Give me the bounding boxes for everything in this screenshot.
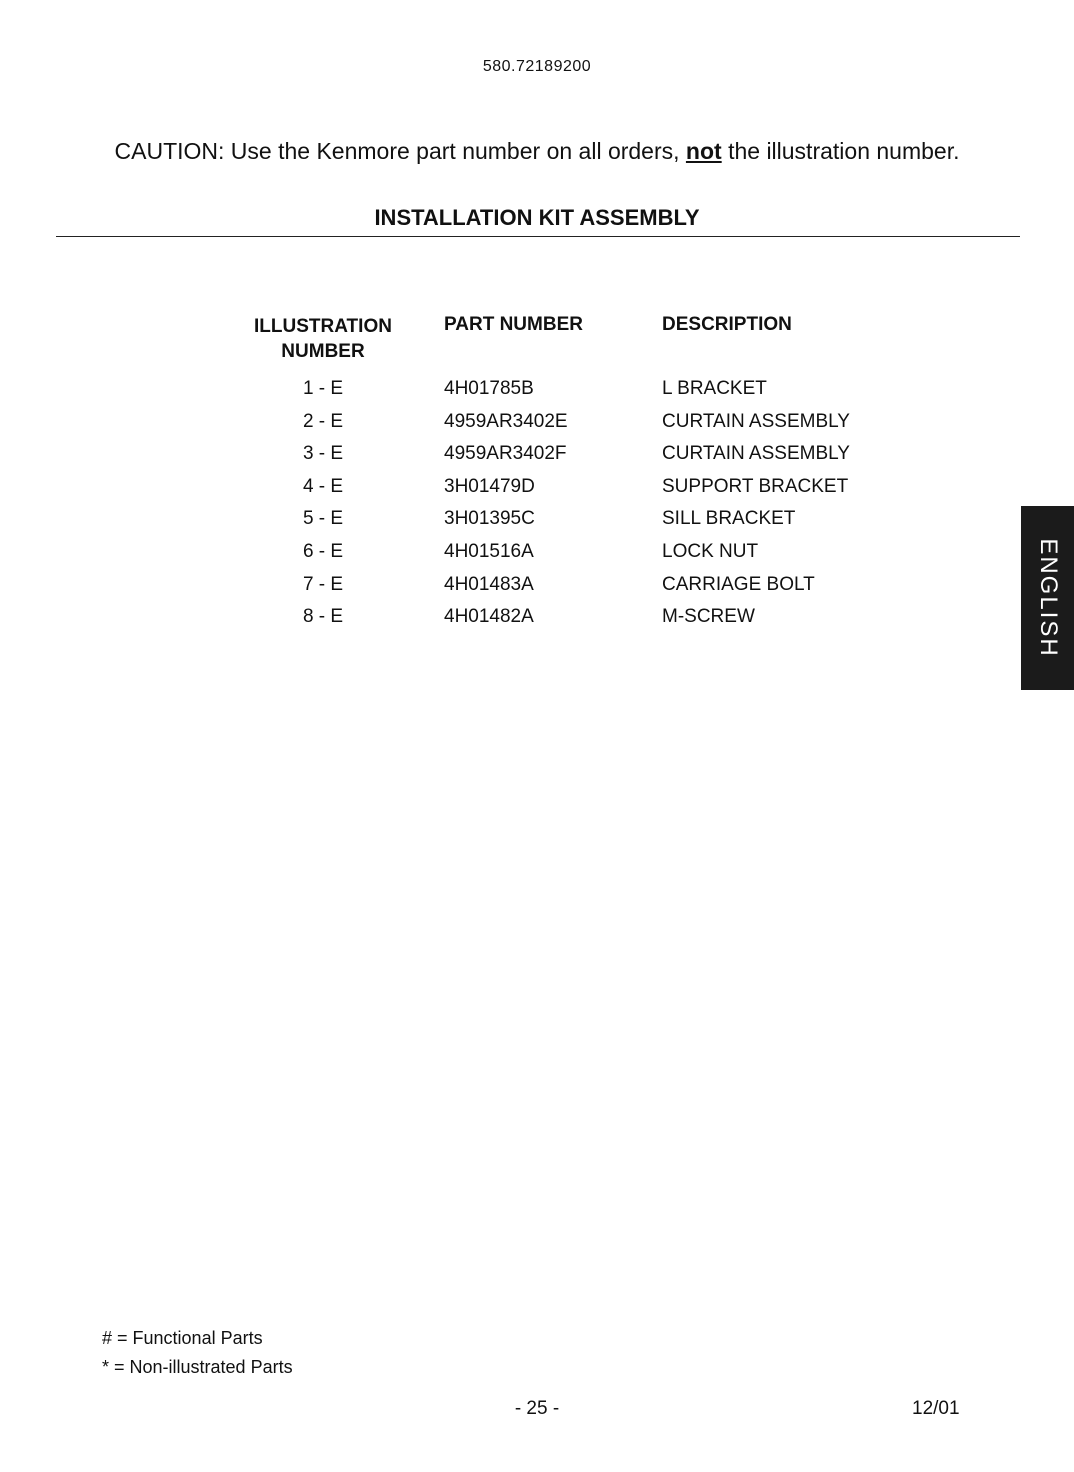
caution-prefix: CAUTION: Use the Kenmore part number on all orders, [114, 138, 686, 164]
section-title: INSTALLATION KIT ASSEMBLY [374, 205, 700, 230]
illustration-cell: 7 - E [302, 573, 344, 595]
part-number-cell: 4H01516A [444, 540, 534, 562]
table-row [0, 541, 1074, 574]
caution-emphasis: not [685, 138, 722, 164]
illustration-cell: 3 - E [302, 443, 344, 465]
title-divider [56, 236, 1020, 237]
illustration-cell: 5 - E [302, 508, 344, 530]
table-row [0, 378, 1074, 411]
column-header-description: DESCRIPTION [662, 314, 792, 335]
caution-suffix: the illustration number. [721, 138, 960, 164]
illustration-cell: 2 - E [302, 410, 344, 432]
table-row [0, 508, 1074, 541]
illustration-cell: 4 - E [302, 475, 344, 497]
table-row [0, 606, 1074, 639]
parts-table-body [0, 378, 1074, 639]
table-row [0, 443, 1074, 476]
table-row [0, 476, 1074, 509]
part-number-cell: 4959AR3402E [444, 410, 568, 432]
page-number: - 25 - [514, 1398, 560, 1419]
illustration-cell: 6 - E [302, 540, 344, 562]
part-number-cell: 4H01483A [444, 573, 534, 595]
legend-functional: # = Functional Parts [102, 1328, 263, 1348]
description-cell: M-SCREW [662, 606, 755, 628]
part-number-cell: 3H01395C [444, 508, 535, 530]
revision-date: 12/01 [912, 1398, 960, 1419]
model-number: 580.72189200 [482, 58, 592, 75]
column-header-illustration: ILLUSTRATION NUMBER [254, 316, 392, 362]
part-number-cell: 4H01482A [444, 606, 534, 628]
illustration-cell: 8 - E [302, 606, 344, 628]
illustration-cell: 1 - E [302, 378, 344, 399]
table-row [0, 411, 1074, 444]
description-cell: SILL BRACKET [662, 508, 796, 530]
description-cell: SUPPORT BRACKET [662, 475, 849, 497]
part-number-cell: 3H01479D [444, 475, 535, 497]
language-tab-label: ENGLISH [1034, 538, 1062, 658]
description-cell: CURTAIN ASSEMBLY [662, 443, 850, 465]
caution-note [0, 138, 1074, 165]
column-header-part-number: PART NUMBER [444, 314, 583, 335]
language-tab [1021, 506, 1074, 690]
description-cell: CARRIAGE BOLT [662, 573, 815, 595]
description-cell: CURTAIN ASSEMBLY [662, 410, 850, 432]
part-number-cell: 4959AR3402F [444, 443, 567, 465]
table-row [0, 574, 1074, 607]
description-cell: L BRACKET [662, 378, 767, 399]
part-number-cell: 4H01785B [444, 378, 534, 399]
description-cell: LOCK NUT [662, 540, 759, 562]
legend-non-illustrated: * = Non-illustrated Parts [102, 1357, 293, 1377]
